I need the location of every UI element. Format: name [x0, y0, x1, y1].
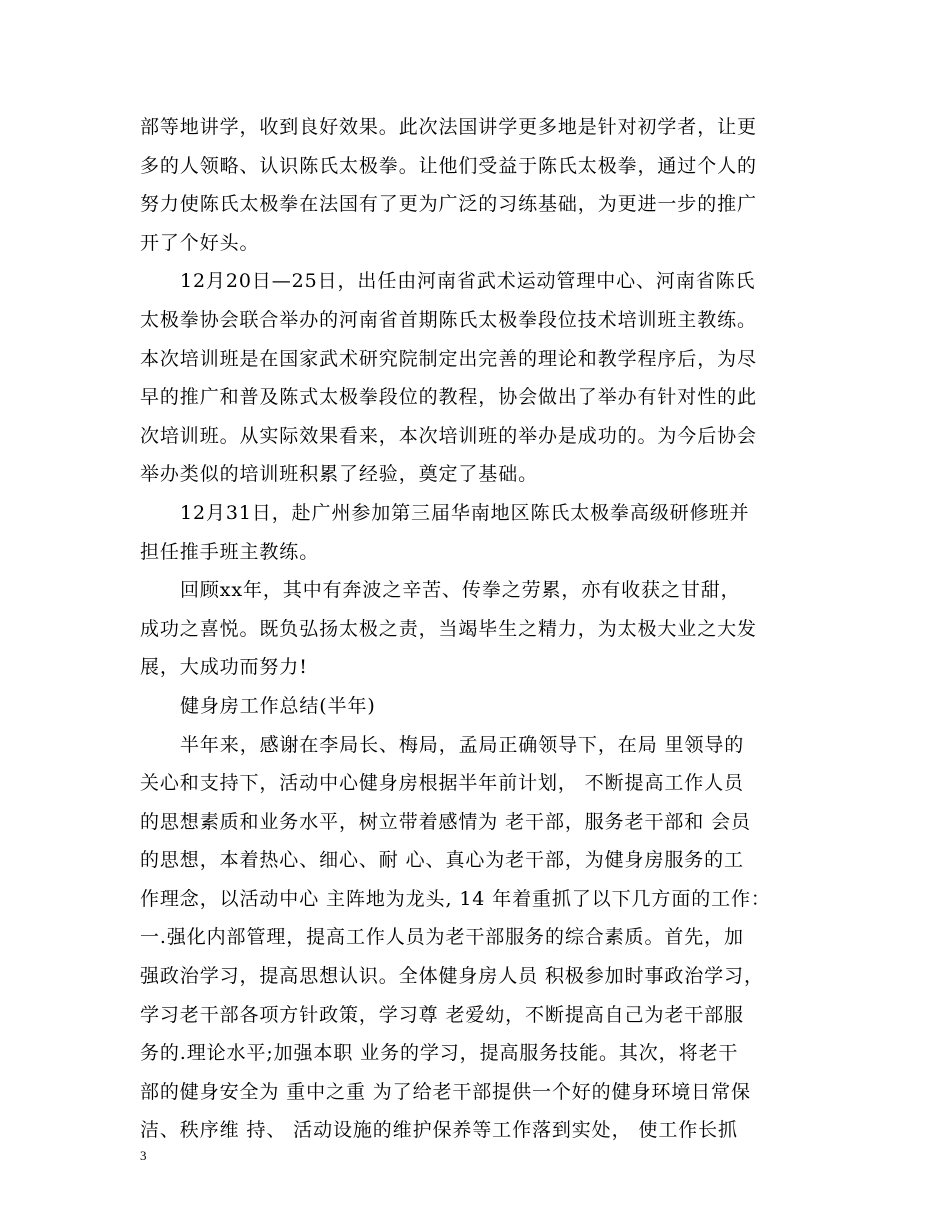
text-line: 举办类似的培训班积累了经验，奠定了基础。: [140, 463, 539, 486]
text-line: 12月31日，赴广州参加第三届华南地区陈氏太极拳高级研修班并: [180, 501, 750, 524]
text-line: 早的推广和普及陈式太极拳段位的教程，协会做出了举办有针对性的此: [140, 386, 757, 409]
text-line: 半年来，感谢在李局长、梅局，孟局正确领导下，在局 里领导的: [180, 733, 745, 756]
text-line: 一.强化内部管理，提高工作人员为老干部服务的综合素质。首先，加: [140, 926, 744, 949]
text-line: 作理念，以活动中心 主阵地为龙头, 14 年着重抓了以下几方面的工作：: [140, 887, 771, 910]
text-line: 强政治学习，提高思想认识。全体健身房人员 积极参加时事政治学习，: [140, 965, 764, 988]
text-line: 部等地讲学，收到良好效果。此次法国讲学更多地是针对初学者，让更: [140, 116, 757, 138]
body-text: [140, 108, 820, 1150]
text-line: 太极拳协会联合举办的河南省首期陈氏太极拳段位技术培训班主教练。: [140, 308, 757, 331]
text-line: 担任推手班主教练。: [140, 540, 320, 563]
text-line: 的思想，本着热心、细心、耐 心、真心为老干部，为健身房服务的工: [140, 849, 744, 872]
text-line: 学习老干部各项方针政策，学习尊 老爱幼，不断提高自己为老干部服: [140, 1003, 744, 1026]
text-line: 次培训班。从实际效果看来，本次培训班的举办是成功的。为今后协会: [140, 424, 757, 447]
text-line: 健身房工作总结(半年): [180, 694, 376, 717]
text-line: 的思想素质和业务水平，树立带着感情为 老干部，服务老干部和 会员: [140, 810, 751, 833]
text-line: 12月20日—25日，出任由河南省武术运动管理中心、河南省陈氏: [180, 270, 756, 293]
text-line: 务的.理论水平;加强本职 业务的学习，提高服务技能。其次，将老干: [140, 1042, 739, 1065]
page-number: 3: [140, 1148, 147, 1163]
text-line: 部的健身安全为 重中之重 为了给老干部提供一个好的健身环境日常保: [140, 1080, 751, 1103]
text-line: 展，大成功而努力!: [140, 656, 308, 679]
text-line: 本次培训班是在国家武术研究院制定出完善的理论和教学程序后，为尽: [140, 347, 757, 370]
text-line: 回顾xx年，其中有奔波之辛苦、传拳之劳累，亦有收获之甘甜，: [180, 579, 741, 602]
text-line: 多的人领略、认识陈氏太极拳。让他们受益于陈氏太极拳，通过个人的: [140, 154, 757, 177]
text-line: 成功之喜悦。既负弘扬太极之责，当竭毕生之精力，为太极大业之大发: [140, 617, 757, 640]
text-line: 关心和支持下，活动中心健身房根据半年前计划， 不断提高工作人员: [140, 772, 744, 795]
text-line: 洁、秩序维 持、 活动设施的维护保养等工作落到实处， 使工作长抓: [140, 1119, 738, 1142]
text-line: 开了个好头。: [140, 231, 260, 254]
text-line: 努力使陈氏太极拳在法国有了更为广泛的习练基础，为更进一步的推广: [140, 193, 757, 216]
